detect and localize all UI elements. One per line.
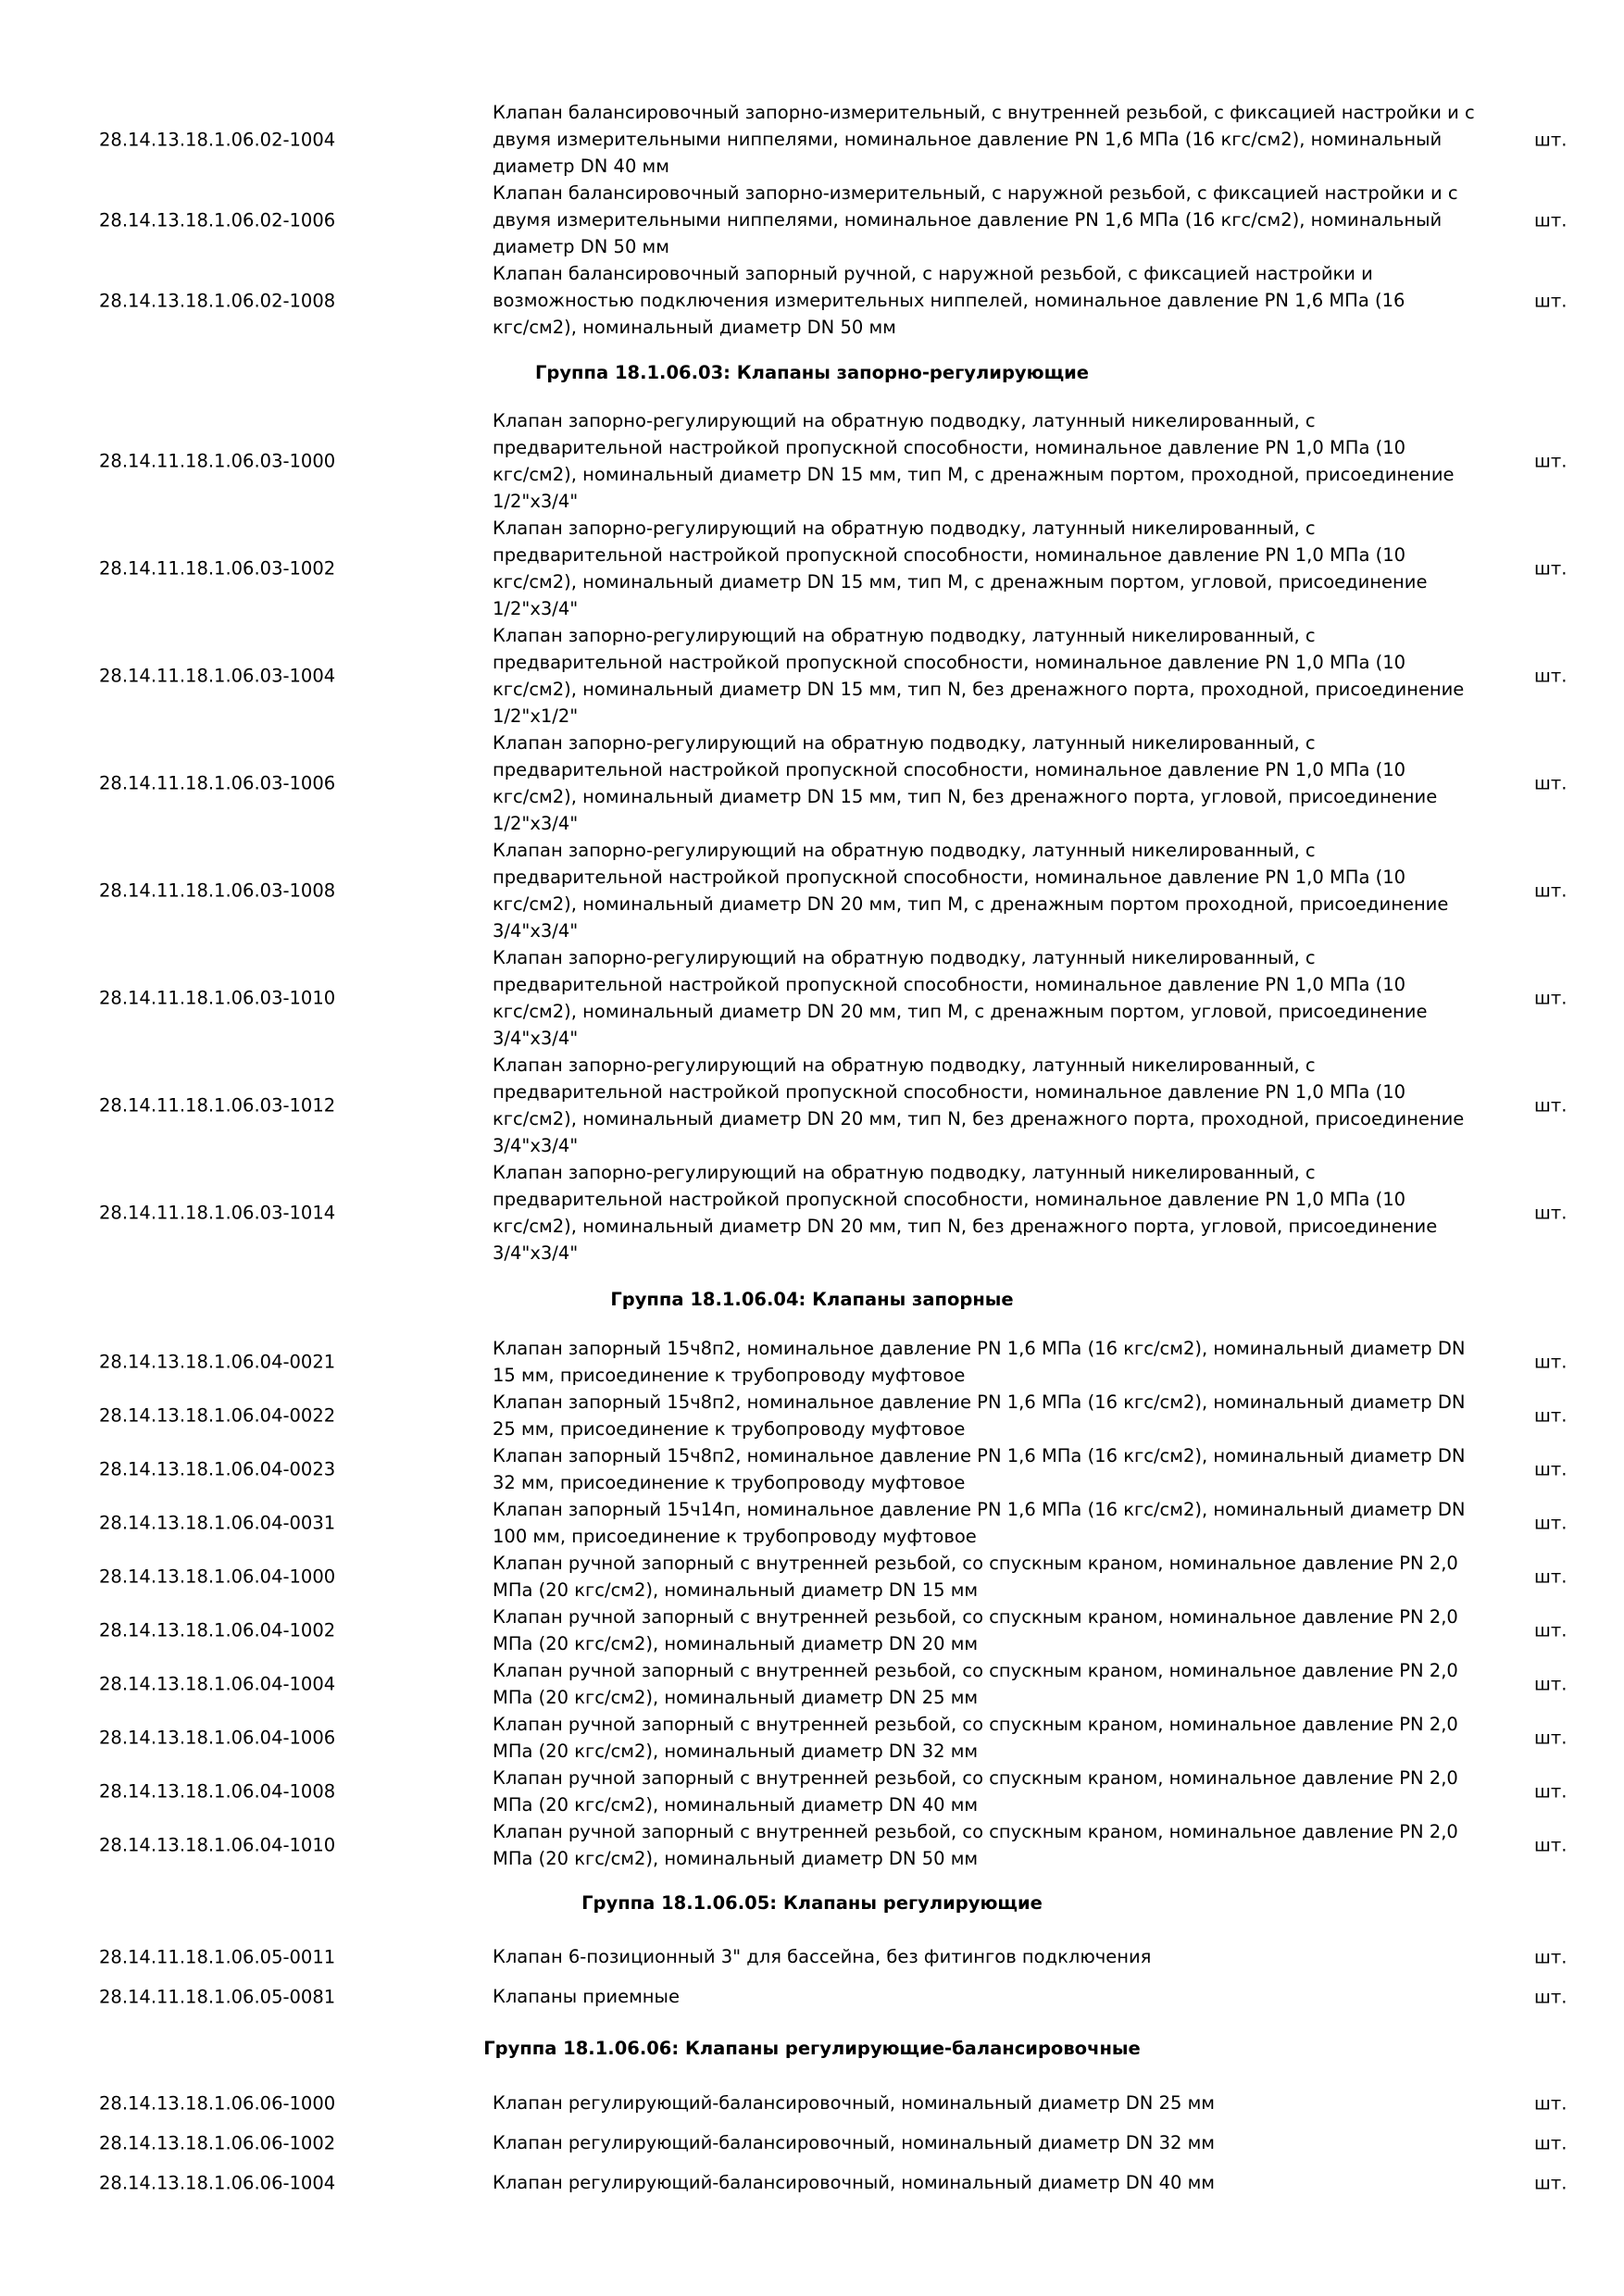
table-row xyxy=(0,1496,1624,1550)
table-row xyxy=(0,1159,1624,1267)
row-code: 28.14.11.18.1.06.03-1010 xyxy=(99,987,336,1009)
table-row xyxy=(0,2169,1624,2196)
row-unit: шт. xyxy=(1534,1566,1568,1588)
table-row xyxy=(0,1983,1624,2010)
row-unit: шт. xyxy=(1534,1094,1568,1117)
row-code: 28.14.13.18.1.06.04-1008 xyxy=(99,1780,336,1803)
row-unit: шт. xyxy=(1534,2132,1568,2153)
row-unit: шт. xyxy=(1534,290,1568,311)
row-code: 28.14.13.18.1.06.02-1008 xyxy=(99,290,336,311)
row-code: 28.14.11.18.1.06.03-1008 xyxy=(99,880,336,902)
row-unit: шт. xyxy=(1534,1351,1568,1373)
table-row xyxy=(0,2129,1624,2156)
row-unit: шт. xyxy=(1534,209,1568,231)
row-code: 28.14.13.18.1.06.06-1000 xyxy=(99,2092,336,2114)
row-description: Клапан балансировочный запорно-измерительный, с внутренней резьбой, с фиксацией настройки и с двумя измерительными ниппелями, номинальное давление PN 1,6 МПа (16 кгс/см2), номинальный диаметр DN 40 мм xyxy=(493,102,1475,177)
row-unit: шт. xyxy=(1534,1458,1568,1480)
table-row xyxy=(0,1657,1624,1711)
row-unit: шт. xyxy=(1534,1946,1568,1967)
row-unit: шт. xyxy=(1534,1727,1568,1749)
row-code: 28.14.11.18.1.06.03-1006 xyxy=(99,772,336,794)
row-unit: шт. xyxy=(1534,1202,1568,1224)
table-row xyxy=(0,1818,1624,1872)
row-code: 28.14.11.18.1.06.03-1000 xyxy=(99,450,336,472)
table-row xyxy=(0,2090,1624,2116)
row-unit: шт. xyxy=(1534,2092,1568,2114)
row-unit: шт. xyxy=(1534,1834,1568,1856)
row-description: Клапан запорно-регулирующий на обратную подводку, латунный никелированный, с предварительной настройкой пропускной способности, номинальное давление PN 1,0 МПа (10 кгс/см2), номинальный диаметр DN 15 мм, тип N, без дренажного порта, угловой, присоединение 1/2"x3/4" xyxy=(493,732,1438,834)
row-description: Клапан регулирующий-балансировочный, номинальный диаметр DN 25 мм xyxy=(493,2092,1215,2114)
row-code: 28.14.13.18.1.06.04-1004 xyxy=(99,1673,336,1695)
row-description: Клапан ручной запорный с внутренней резьбой, со спускным краном, номинальное давление PN 2,0 МПа (20 кгс/см2), номинальный диаметр DN 40 мм xyxy=(493,1767,1458,1816)
table-row xyxy=(0,1389,1624,1442)
row-description: Клапан запорный 15ч8п2, номинальное давление PN 1,6 МПа (16 кгс/см2), номинальный диаметр DN 15 мм, присоединение к трубопроводу муфтовое xyxy=(493,1338,1466,1386)
row-description: Клапан регулирующий-балансировочный, номинальный диаметр DN 40 мм xyxy=(493,2172,1215,2193)
table-row xyxy=(0,1335,1624,1389)
row-description: Клапан запорный 15ч14п, номинальное давление PN 1,6 МПа (16 кгс/см2), номинальный диаметр DN 100 мм, присоединение к трубопроводу муфтовое xyxy=(493,1499,1466,1547)
table-row xyxy=(0,407,1624,515)
row-code: 28.14.13.18.1.06.04-1000 xyxy=(99,1566,336,1588)
row-code: 28.14.13.18.1.06.04-1006 xyxy=(99,1727,336,1749)
row-code: 28.14.13.18.1.06.04-1010 xyxy=(99,1834,336,1856)
row-description: Клапан запорно-регулирующий на обратную подводку, латунный никелированный, с предварительной настройкой пропускной способности, номинальное давление PN 1,0 МПа (10 кгс/см2), номинальный диаметр DN 20 мм, тип N, без дренажного порта, проходной, присоединение 3/4"x3/4" xyxy=(493,1054,1465,1156)
table-row xyxy=(0,1052,1624,1159)
row-code: 28.14.11.18.1.06.03-1014 xyxy=(99,1202,336,1224)
row-description: Клапан ручной запорный с внутренней резьбой, со спускным краном, номинальное давление PN 2,0 МПа (20 кгс/см2), номинальный диаметр DN 20 мм xyxy=(493,1606,1458,1654)
row-unit: шт. xyxy=(1534,1986,1568,2007)
table-row xyxy=(0,1442,1624,1496)
table-row xyxy=(0,1603,1624,1657)
table-row xyxy=(0,260,1624,341)
row-code: 28.14.11.18.1.06.03-1002 xyxy=(99,557,336,580)
table-row xyxy=(0,99,1624,180)
row-code: 28.14.13.18.1.06.04-0031 xyxy=(99,1512,336,1534)
row-description: Клапан регулирующий-балансировочный, номинальный диаметр DN 32 мм xyxy=(493,2132,1215,2153)
table-row xyxy=(0,1550,1624,1603)
row-unit: шт. xyxy=(1534,1673,1568,1695)
row-code: 28.14.13.18.1.06.06-1004 xyxy=(99,2172,336,2193)
table-row xyxy=(0,1765,1624,1818)
row-description: Клапан запорно-регулирующий на обратную подводку, латунный никелированный, с предварительной настройкой пропускной способности, номинальное давление PN 1,0 МПа (10 кгс/см2), номинальный диаметр DN 20 мм, тип N, без дренажного порта, угловой, присоединение 3/4"x3/4" xyxy=(493,1162,1438,1264)
row-code: 28.14.11.18.1.06.05-0081 xyxy=(99,1986,336,2007)
table-row xyxy=(0,837,1624,944)
row-unit: шт. xyxy=(1534,1512,1568,1534)
row-code: 28.14.13.18.1.06.04-1002 xyxy=(99,1619,336,1641)
row-unit: шт. xyxy=(1534,880,1568,902)
row-description: Клапан запорно-регулирующий на обратную подводку, латунный никелированный, с предварительной настройкой пропускной способности, номинальное давление PN 1,0 МПа (10 кгс/см2), номинальный диаметр DN 20 мм, тип M, с дренажным портом проходной, присоединение 3/4"x3/4" xyxy=(493,840,1449,942)
table-row xyxy=(0,515,1624,622)
row-description: Клапан запорно-регулирующий на обратную подводку, латунный никелированный, с предварительной настройкой пропускной способности, номинальное давление PN 1,0 МПа (10 кгс/см2), номинальный диаметр DN 15 мм, тип M, с дренажным портом, проходной, присоединение 1/2"x3/4" xyxy=(493,410,1455,512)
row-unit: шт. xyxy=(1534,557,1568,580)
table-row xyxy=(0,1711,1624,1765)
table-row xyxy=(0,180,1624,260)
row-description: Клапан 6-позиционный 3" для бассейна, без фитингов подключения xyxy=(493,1946,1152,1967)
row-code: 28.14.11.18.1.06.03-1012 xyxy=(99,1094,336,1117)
table-row xyxy=(0,944,1624,1052)
row-unit: шт. xyxy=(1534,1780,1568,1803)
group-heading: Группа 18.1.06.04: Клапаны запорные xyxy=(610,1289,1014,1310)
row-unit: шт. xyxy=(1534,1404,1568,1427)
row-code: 28.14.13.18.1.06.04-0023 xyxy=(99,1458,336,1480)
row-description: Клапан балансировочный запорный ручной, с наружной резьбой, с фиксацией настройки и возможностью подключения измерительных ниппелей, номинальное давление PN 1,6 МПа (16 кгс/см2), номинальный диаметр DN 50 мм xyxy=(493,263,1405,338)
table-row xyxy=(0,730,1624,837)
row-code: 28.14.13.18.1.06.02-1004 xyxy=(99,129,336,150)
row-unit: шт. xyxy=(1534,129,1568,150)
row-description: Клапан запорно-регулирующий на обратную подводку, латунный никелированный, с предварительной настройкой пропускной способности, номинальное давление PN 1,0 МПа (10 кгс/см2), номинальный диаметр DN 20 мм, тип M, с дренажным портом, угловой, присоединение 3/4"x3/4" xyxy=(493,947,1428,1049)
row-unit: шт. xyxy=(1534,450,1568,472)
row-description: Клапан ручной запорный с внутренней резьбой, со спускным краном, номинальное давление PN 2,0 МПа (20 кгс/см2), номинальный диаметр DN 32 мм xyxy=(493,1714,1458,1762)
group-heading: Группа 18.1.06.05: Клапаны регулирующие xyxy=(581,1892,1043,1914)
row-unit: шт. xyxy=(1534,772,1568,794)
row-unit: шт. xyxy=(1534,987,1568,1009)
row-code: 28.14.13.18.1.06.06-1002 xyxy=(99,2132,336,2153)
group-heading: Группа 18.1.06.06: Клапаны регулирующие-балансировочные xyxy=(483,2038,1141,2059)
table-row xyxy=(0,622,1624,730)
row-description: Клапан запорный 15ч8п2, номинальное давление PN 1,6 МПа (16 кгс/см2), номинальный диаметр DN 32 мм, присоединение к трубопроводу муфтовое xyxy=(493,1445,1466,1493)
row-code: 28.14.13.18.1.06.04-0022 xyxy=(99,1404,336,1427)
row-description: Клапан ручной запорный с внутренней резьбой, со спускным краном, номинальное давление PN 2,0 МПа (20 кгс/см2), номинальный диаметр DN 50 мм xyxy=(493,1821,1458,1869)
row-description: Клапан ручной запорный с внутренней резьбой, со спускным краном, номинальное давление PN 2,0 МПа (20 кгс/см2), номинальный диаметр DN 25 мм xyxy=(493,1660,1458,1708)
row-unit: шт. xyxy=(1534,1619,1568,1641)
row-description: Клапаны приемные xyxy=(493,1986,680,2007)
row-description: Клапан запорный 15ч8п2, номинальное давление PN 1,6 МПа (16 кгс/см2), номинальный диаметр DN 25 мм, присоединение к трубопроводу муфтовое xyxy=(493,1391,1466,1440)
row-code: 28.14.13.18.1.06.04-0021 xyxy=(99,1351,336,1373)
row-unit: шт. xyxy=(1534,665,1568,687)
group-heading: Группа 18.1.06.03: Клапаны запорно-регулирующие xyxy=(534,362,1090,383)
row-description: Клапан запорно-регулирующий на обратную подводку, латунный никелированный, с предварительной настройкой пропускной способности, номинальное давление PN 1,0 МПа (10 кгс/см2), номинальный диаметр DN 15 мм, тип M, с дренажным портом, угловой, присоединение 1/2"x3/4" xyxy=(493,518,1428,619)
row-code: 28.14.11.18.1.06.05-0011 xyxy=(99,1946,336,1967)
row-description: Клапан ручной запорный с внутренней резьбой, со спускным краном, номинальное давление PN 2,0 МПа (20 кгс/см2), номинальный диаметр DN 15 мм xyxy=(493,1553,1458,1601)
row-description: Клапан балансировочный запорно-измерительный, с наружной резьбой, с фиксацией настройки и с двумя измерительными ниппелями, номинальное давление PN 1,6 МПа (16 кгс/см2), номинальный диаметр DN 50 мм xyxy=(493,182,1458,257)
row-code: 28.14.11.18.1.06.03-1004 xyxy=(99,665,336,687)
row-code: 28.14.13.18.1.06.02-1006 xyxy=(99,209,336,231)
row-unit: шт. xyxy=(1534,2172,1568,2193)
row-description: Клапан запорно-регулирующий на обратную подводку, латунный никелированный, с предварительной настройкой пропускной способности, номинальное давление PN 1,0 МПа (10 кгс/см2), номинальный диаметр DN 15 мм, тип N, без дренажного порта, проходной, присоединение 1/2"x1/2" xyxy=(493,625,1465,727)
table-row xyxy=(0,1943,1624,1970)
